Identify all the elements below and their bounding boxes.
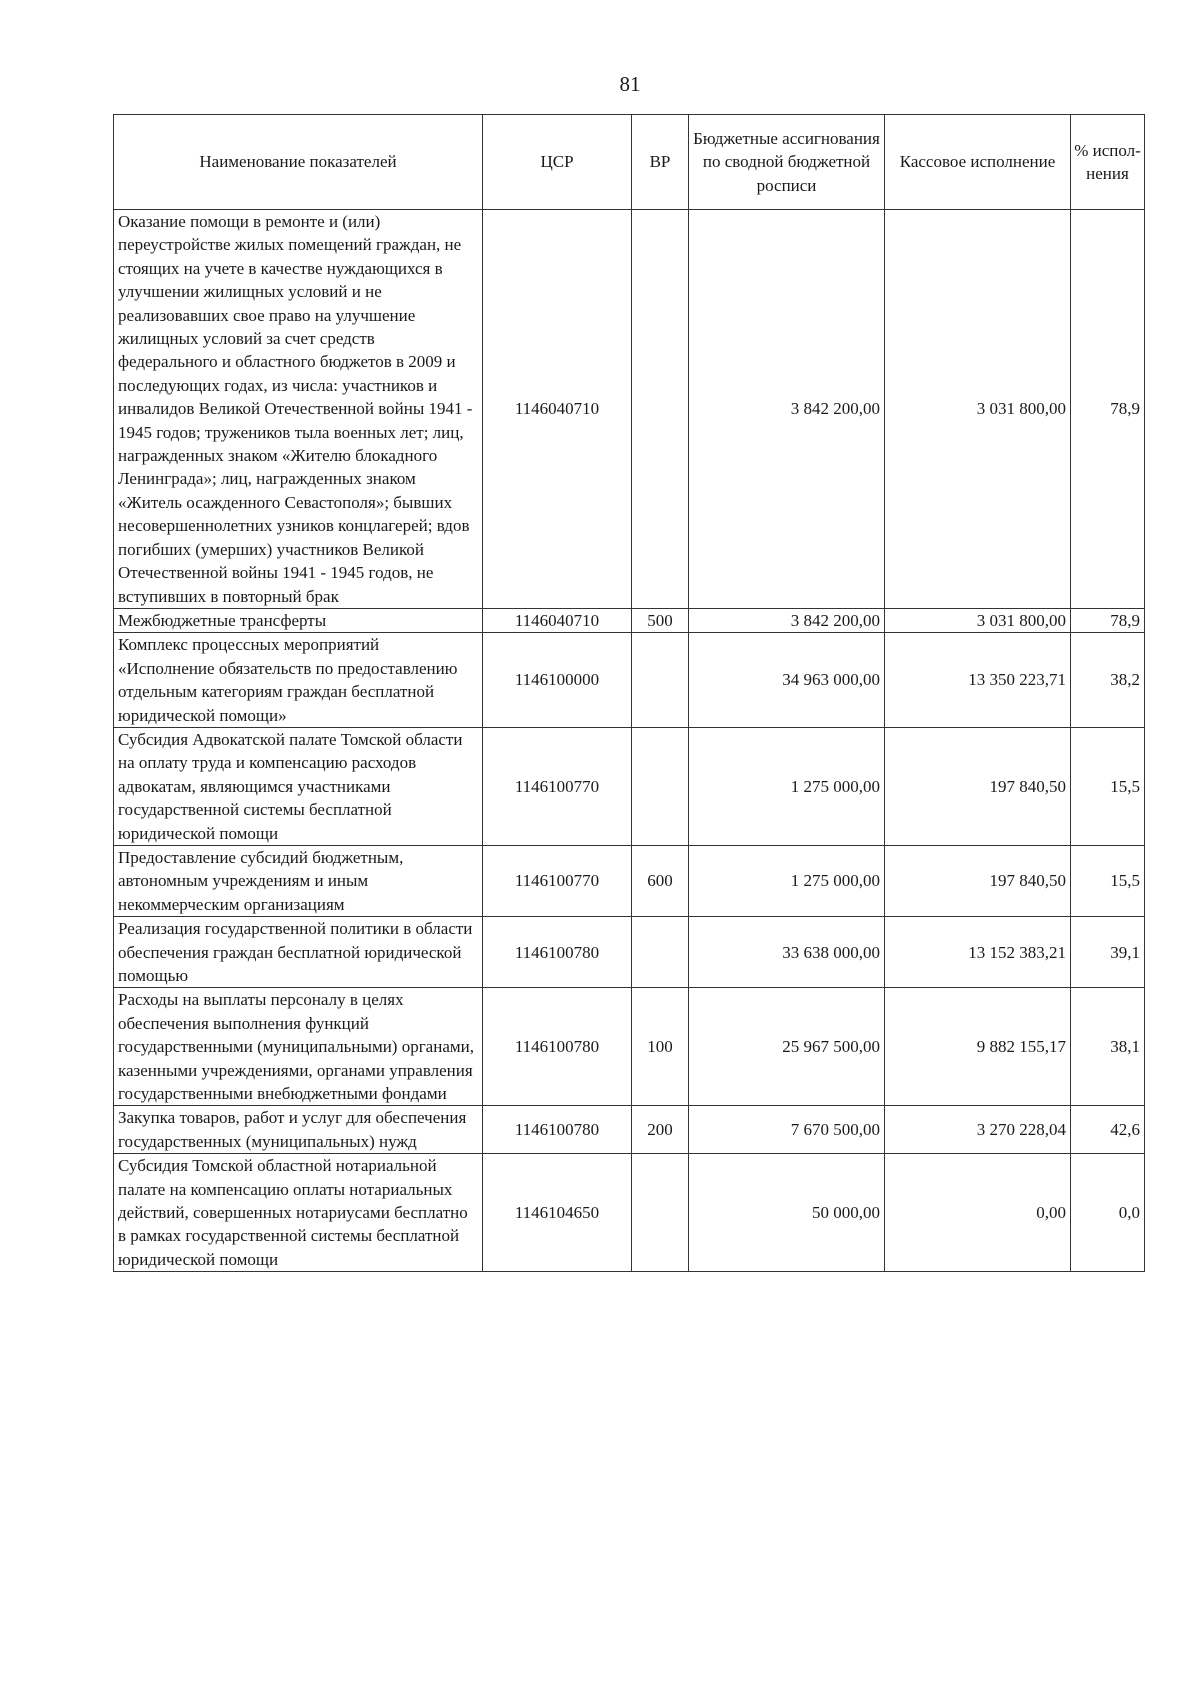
header-name: Наименование показателей — [114, 115, 483, 210]
row-name: Предоставление субсидий бюджетным, автономным учреждениям и иным некоммерческим организациям — [114, 845, 483, 916]
row-pct: 78,9 — [1071, 210, 1145, 609]
row-csr: 1146040710 — [483, 210, 632, 609]
row-vr: 500 — [632, 608, 689, 632]
row-cash: 3 270 228,04 — [885, 1106, 1071, 1154]
row-budget: 3 842 200,00 — [689, 210, 885, 609]
row-vr: 200 — [632, 1106, 689, 1154]
row-pct: 42,6 — [1071, 1106, 1145, 1154]
row-vr: 600 — [632, 845, 689, 916]
row-vr: 100 — [632, 988, 689, 1106]
row-pct: 38,2 — [1071, 633, 1145, 728]
row-vr — [632, 633, 689, 728]
table-row — [114, 608, 1145, 632]
row-name: Реализация государственной политики в области обеспечения граждан бесплатной юридической помощью — [114, 917, 483, 988]
row-pct: 0,0 — [1071, 1154, 1145, 1272]
row-vr — [632, 727, 689, 845]
row-vr — [632, 210, 689, 609]
row-name: Комплекс процессных мероприятий «Исполнение обязательств по предоставлению отдельным категориям граждан бесплатной юридической помощи» — [114, 633, 483, 728]
row-csr: 1146100780 — [483, 1106, 632, 1154]
table-row — [114, 917, 1145, 988]
row-vr — [632, 917, 689, 988]
row-budget: 1 275 000,00 — [689, 727, 885, 845]
header-cash: Кассовое исполнение — [885, 115, 1071, 210]
header-csr: ЦСР — [483, 115, 632, 210]
table-header-row — [114, 115, 1145, 210]
row-cash: 3 031 800,00 — [885, 210, 1071, 609]
row-budget: 1 275 000,00 — [689, 845, 885, 916]
row-pct: 15,5 — [1071, 845, 1145, 916]
budget-table — [113, 114, 1145, 1272]
row-budget: 34 963 000,00 — [689, 633, 885, 728]
row-csr: 1146100770 — [483, 727, 632, 845]
row-csr: 1146100770 — [483, 845, 632, 916]
table-row — [114, 845, 1145, 916]
table-row — [114, 633, 1145, 728]
row-name: Субсидия Адвокатской палате Томской области на оплату труда и компенсацию расходов адвокатам, являющимся участниками государственной системы бесплатной юридической помощи — [114, 727, 483, 845]
row-name: Закупка товаров, работ и услуг для обеспечения государственных (муниципальных) нужд — [114, 1106, 483, 1154]
table-row — [114, 727, 1145, 845]
row-csr: 1146100000 — [483, 633, 632, 728]
table-row — [114, 1106, 1145, 1154]
row-name: Субсидия Томской областной нотариальной палате на компенсацию оплаты нотариальных действий, совершенных нотариусами бесплатно в рамках государственной системы бесплатной юридической помощи — [114, 1154, 483, 1272]
row-csr: 1146100780 — [483, 917, 632, 988]
row-csr: 1146104650 — [483, 1154, 632, 1272]
row-cash: 3 031 800,00 — [885, 608, 1071, 632]
row-vr — [632, 1154, 689, 1272]
header-budget: Бюджетные ассигнования по сводной бюджетной росписи — [689, 115, 885, 210]
row-budget: 25 967 500,00 — [689, 988, 885, 1106]
row-budget: 50 000,00 — [689, 1154, 885, 1272]
table-row — [114, 1154, 1145, 1272]
row-cash: 13 152 383,21 — [885, 917, 1071, 988]
row-name: Оказание помощи в ремонте и (или) переустройстве жилых помещений граждан, не стоящих на учете в качестве нуждающихся в улучшении жилищных условий и не реализовавших свое право на улучшение жилищных условий за счет средств федерального и областного бюджетов в 2009 и последующих годах, из числа: участников и инвалидов Великой Отечественной войны 1941 - 1945 годов; тружеников тыла военных лет; лиц, награжденных знаком «Жителю блокадного Ленинграда»; лиц, награжденных знаком «Житель осажденного Севастополя»; бывших несовершеннолетних узников концлагерей; вдов погибших (умерших) участников Великой Отечественной войны 1941 - 1945 годов, не вступивших в повторный брак — [114, 210, 483, 609]
row-budget: 3 842 200,00 — [689, 608, 885, 632]
row-cash: 13 350 223,71 — [885, 633, 1071, 728]
row-pct: 39,1 — [1071, 917, 1145, 988]
row-pct: 38,1 — [1071, 988, 1145, 1106]
page-number: 81 — [619, 72, 641, 96]
row-budget: 7 670 500,00 — [689, 1106, 885, 1154]
row-name: Межбюджетные трансферты — [114, 608, 483, 632]
header-vr: ВР — [632, 115, 689, 210]
row-cash: 197 840,50 — [885, 845, 1071, 916]
table-row — [114, 988, 1145, 1106]
row-name: Расходы на выплаты персоналу в целях обеспечения выполнения функций государственными (муниципальными) органами, казенными учреждениями, органами управления государственными внебюджетными фондами — [114, 988, 483, 1106]
row-cash: 9 882 155,17 — [885, 988, 1071, 1106]
table-row — [114, 210, 1145, 609]
header-pct: % испол-нения — [1071, 115, 1145, 210]
row-csr: 1146040710 — [483, 608, 632, 632]
row-cash: 197 840,50 — [885, 727, 1071, 845]
row-csr: 1146100780 — [483, 988, 632, 1106]
row-pct: 15,5 — [1071, 727, 1145, 845]
row-cash: 0,00 — [885, 1154, 1071, 1272]
row-budget: 33 638 000,00 — [689, 917, 885, 988]
row-pct: 78,9 — [1071, 608, 1145, 632]
